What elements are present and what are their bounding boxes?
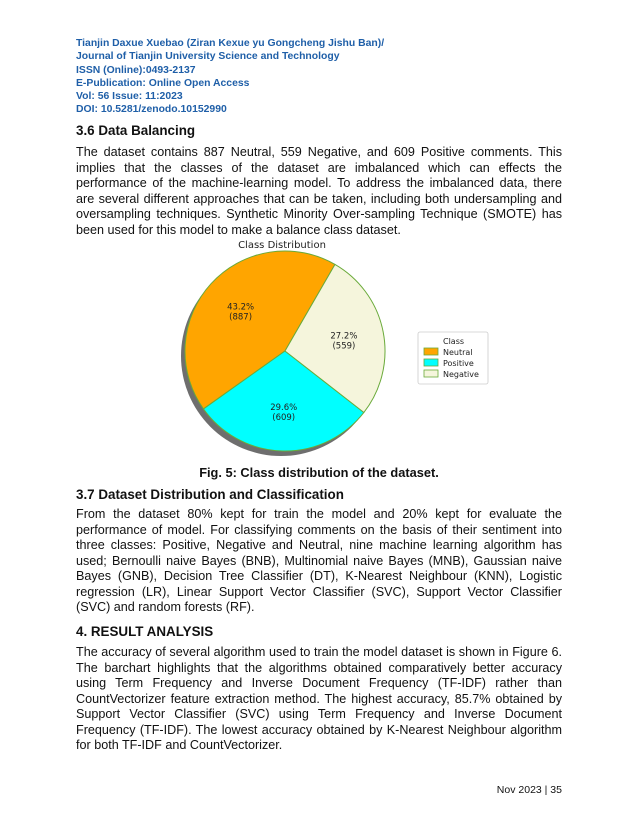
figure-caption: Fig. 5: Class distribution of the dataset.	[199, 465, 439, 480]
slice-count-label: (559)	[332, 341, 356, 352]
legend-swatch-negative	[424, 370, 438, 377]
legend-label: Neutral	[443, 348, 473, 357]
header-line: Journal of Tianjin University Science and Technology	[76, 51, 340, 63]
header-line: ISSN (Online):0493-2137	[76, 64, 196, 76]
header-line: E-Publication: Online Open Access	[76, 77, 250, 89]
section-heading: 3.7 Dataset Distribution and Classification	[76, 487, 344, 502]
legend-label: Positive	[443, 359, 474, 368]
chart-title: Class Distribution	[238, 240, 326, 251]
header-line: DOI: 10.5281/zenodo.10152990	[76, 104, 227, 116]
section-body: From the dataset 80% kept for train the model and 20% kept for evaluate the performance of model. For classifying comments on the basis of their sentiment into three classes: Positive, Negative and Neutral, nine machine learning algorithm has used; Bernoulli naive Bayes (BNB), Multinomial naive Bayes (MNB), Gaussian naive Bayes (GNB), Decision Tree Classifier (DT), K-Nearest Neighbour (KNN), Logistic regression (LR), Linear Support Vector Classifier (SVC), Support Vector Classifier (SVC) and random forests (RF).	[76, 507, 562, 614]
journal-header	[76, 37, 384, 117]
legend-swatch-neutral	[424, 348, 438, 355]
section-3-7	[76, 487, 562, 616]
section-4	[76, 624, 562, 754]
header-line: Vol: 56 Issue: 11:2023	[76, 91, 183, 103]
section-body: The accuracy of several algorithm used to train the model dataset is shown in Figure 6. The barchart highlights that the algorithms obtained comparatively better accuracy using Term Frequency and Inverse Document Frequency (TF-IDF) rather than CountVectorizer feature extraction method. The highest accuracy, 85.7% obtained by Support Vector Classifier (SVC) using Term Frequency and Inverse Document Frequency (TF-IDF). The lowest accuracy obtained by K-Nearest Neighbour algorithm for both TF-IDF and CountVectorizer.	[76, 645, 562, 752]
section-body: The dataset contains 887 Neutral, 559 Negative, and 609 Positive comments. This implies that the classes of the dataset are imbalanced which can effects the performance of the machine-learning model. To address the imbalanced data, there are several different approaches that can be taken, including both undersampling and oversampling techniques. Synthetic Minority Over-sampling Technique (SMOTE) has been used for this model to make a balance class dataset.	[76, 145, 562, 237]
slice-percent-label: 27.2%	[330, 331, 358, 342]
slice-percent-label: 29.6%	[270, 403, 298, 413]
slice-count-label: (887)	[229, 312, 253, 323]
section-3-6	[76, 123, 562, 238]
slice-percent-label: 43.2%	[227, 302, 255, 313]
legend-title: Class	[443, 337, 465, 346]
legend-swatch-positive	[424, 359, 438, 366]
section-heading: 4. RESULT ANALYSIS	[76, 624, 214, 639]
section-heading: 3.6 Data Balancing	[76, 123, 196, 138]
chart-legend	[418, 332, 488, 384]
page-footer: Nov 2023 | 35	[496, 784, 562, 796]
legend-label: Negative	[443, 370, 479, 379]
header-line: Tianjin Daxue Xuebao (Ziran Kexue yu Gongcheng Jishu Ban)/	[76, 38, 385, 49]
class-distribution-chart	[160, 234, 500, 464]
slice-count-label: (609)	[272, 413, 296, 423]
